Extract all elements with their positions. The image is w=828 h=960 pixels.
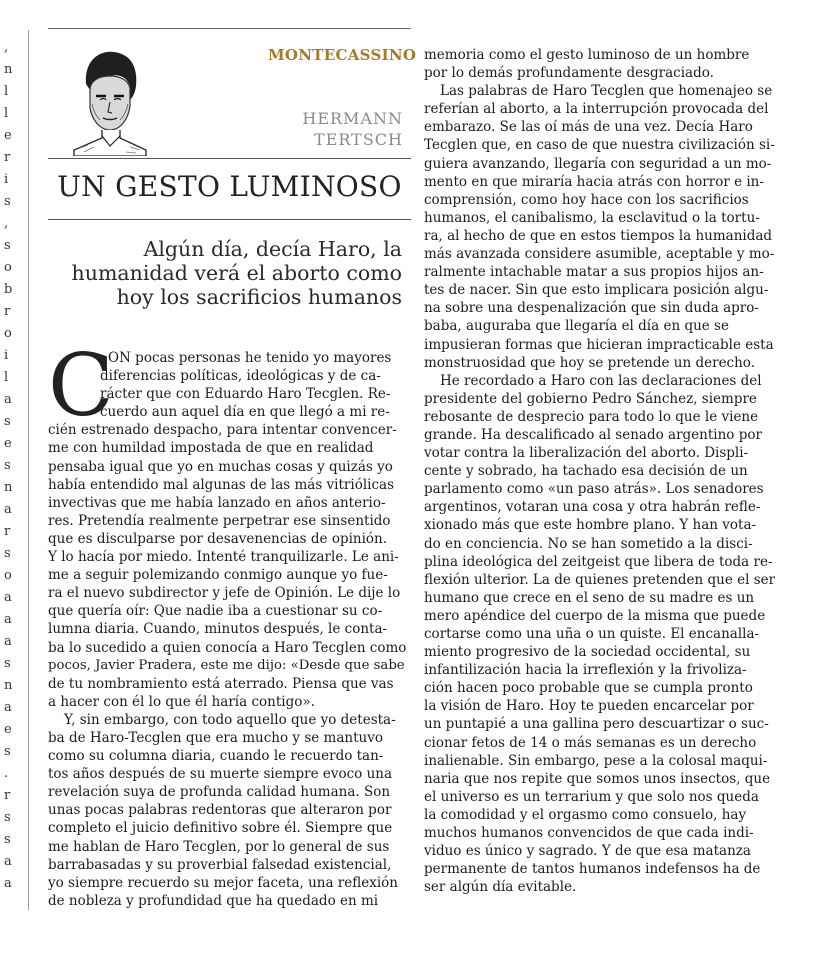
text-line: diferencias políticas, ideológicas y de ca- — [100, 368, 381, 385]
fragment-char: e — [4, 128, 12, 143]
text-line: plina ideológica del zeitgeist que libera de toda re- — [424, 553, 773, 570]
text-line: por lo demás profundamente desgraciado. — [424, 65, 714, 82]
fragment-char: . — [4, 766, 9, 781]
text-line: permanente de tantos humanos indefensos ha de — [424, 861, 761, 878]
fragment-char: n — [4, 678, 13, 693]
text-line: revelación suya de profunda calidad humana. Son — [48, 784, 391, 801]
text-line: guiera avanzando, llegaría con seguridad a un mo- — [424, 155, 772, 172]
fragment-char: i — [4, 172, 9, 187]
text-line: Tecglen que, en caso de que nuestra civilización si- — [424, 137, 775, 154]
text-line: xionado más que este hombre plano. Y han vota- — [424, 517, 757, 534]
text-line: a hacer con él lo que él haría contigo». — [48, 693, 315, 710]
fragment-char: r — [4, 150, 11, 165]
fragment-char: o — [4, 568, 12, 583]
text-line: baba, auguraba que llegaría el día en que se — [424, 318, 729, 335]
text-line: barrabasadas y su proverbial falsedad existencial, — [48, 856, 392, 873]
fragment-char: l — [4, 84, 9, 99]
text-line: argentinos, votaran una cosa y otra habrán refle- — [424, 499, 761, 516]
deck-line: hoy los sacrificios humanos — [116, 285, 402, 309]
text-line: el universo es un terrarium y que solo nos queda — [424, 788, 759, 805]
text-line: referían al aborto, a la interrupción provocada del — [424, 101, 769, 118]
text-line: cortarse como una uña o un quiste. El encanalla- — [424, 626, 760, 642]
deck-line: Algún día, decía Haro, la — [143, 237, 402, 261]
text-line: memoria como el gesto luminoso de un hombre — [424, 47, 750, 63]
text-line: que quería oír: Que nadie iba a cuestionar su co- — [48, 603, 383, 620]
text-line: miento progresivo de la sociedad occidental, su — [424, 644, 751, 661]
fragment-char: a — [4, 700, 12, 715]
text-line: ralmente intachable matar a sus propios hijos an- — [424, 264, 764, 281]
text-line: embarazo. Se las oí más de una vez. Decía Haro — [424, 119, 753, 136]
article-column-right — [424, 46, 782, 896]
text-line: muchos humanos convencidos de que cada indi- — [424, 825, 754, 842]
text-line: comprensión, como hoy hace con los sacrificios — [424, 191, 749, 208]
text-line: viduo es único y sagrado. Y de que esa matanza — [424, 843, 751, 860]
fragment-char: a — [4, 502, 12, 517]
text-line: humanos, el canibalismo, la esclavitud o la tortu- — [424, 209, 760, 226]
headline: UN GESTO LUMINOSO — [57, 170, 402, 203]
column-divider — [28, 30, 29, 910]
text-line: flexión ulterior. La de quienes pretenden que el ser — [424, 571, 776, 588]
text-line: do en conciencia. No se han sometido a la disci- — [424, 535, 753, 552]
text-line: lumna diaria. Cuando, minutos después, le conta- — [48, 621, 388, 638]
fragment-char: , — [4, 40, 9, 55]
text-line: Y lo hacía por miedo. Intenté tranquilizarle. Le ani- — [48, 549, 399, 566]
fragment-char: s — [4, 458, 11, 473]
text-line: ON pocas personas he tenido yo mayores — [108, 350, 392, 366]
text-line: había entendido mal algunas de las más vitriólicas — [48, 476, 394, 493]
text-line: grande. Ha descalificado al senado argentino por — [424, 426, 762, 443]
text-line: me a seguir polemizando conmigo aunque yo fue- — [48, 567, 388, 584]
fragment-char: s — [4, 194, 11, 209]
text-line: monstruosidad que hoy se pretende un derecho. — [424, 354, 755, 371]
text-line: invectivas que me había lanzado en años anterio- — [48, 494, 386, 511]
fragment-char: e — [4, 436, 12, 451]
fragment-char: l — [4, 106, 9, 121]
drop-cap: C — [48, 336, 114, 436]
text-line: cién estrenado despacho, para intentar convencer- — [48, 422, 397, 439]
fragment-char: n — [4, 62, 13, 77]
fragment-char: e — [4, 722, 12, 737]
text-line: presidente del gobierno Pedro Sánchez, siempre — [424, 390, 757, 407]
text-line: me con humildad impostada de que en realidad — [48, 440, 374, 457]
fragment-char: s — [4, 832, 11, 847]
text-line: votar contra la liberalización del aborto. Displi- — [424, 445, 749, 462]
headline-bottom-rule — [48, 219, 411, 220]
fragment-char: o — [4, 326, 12, 341]
text-line: me hablan de Haro Tecglen, por lo general de sus — [48, 838, 390, 855]
text-line: la comodidad y el orgasmo como consuelo, hay — [424, 806, 747, 823]
fragment-char: s — [4, 238, 11, 253]
text-line: un puntapié a una gallina pero descuartizar o suc- — [424, 716, 769, 733]
fragment-char: r — [4, 788, 11, 803]
deck — [48, 237, 402, 309]
text-line: Las palabras de Haro Tecglen que homenajeo se — [440, 83, 773, 100]
fragment-char: s — [4, 414, 11, 429]
text-line: tos años después de su muerte siempre evoco una — [48, 766, 393, 783]
headline-top-rule — [48, 158, 411, 159]
text-line: impusieran formas que hicieran impracticable esta — [424, 336, 774, 353]
fragment-char: n — [4, 480, 13, 495]
text-line: cionar fetos de 14 o más semanas es un derecho — [424, 734, 757, 751]
text-line: de tu nombramiento está aterrado. Piensa que vas — [48, 675, 394, 692]
deck-line: humanidad verá el aborto como — [71, 261, 402, 285]
text-line: ser algún día evitable. — [424, 879, 577, 896]
fragment-char: i — [4, 348, 9, 363]
text-line: inalienable. Sin embargo, pese a la colosal maqui- — [424, 752, 768, 769]
text-line: pocos, Javier Pradera, este me dijo: «Desde que sabe — [48, 657, 405, 673]
text-line: de nobleza y profundidad que ha quedado en mi — [48, 892, 379, 909]
top-rule — [48, 28, 411, 29]
author-last-name: TERTSCH — [314, 130, 403, 149]
text-line: rebosante de desprecio para todo lo que le viene — [424, 408, 759, 425]
section-label: MONTECASSINO — [268, 46, 417, 64]
text-line: infantilización hacia la irreflexión y la frivoliza- — [424, 662, 747, 679]
text-line: mero apéndice del cuerpo de la misma que puede — [424, 607, 766, 624]
text-line: que es disculparse por desavenencias de opinión. — [48, 530, 388, 547]
fragment-char: s — [4, 810, 11, 825]
fragment-char: a — [4, 590, 12, 605]
text-line: Y, sin embargo, con todo aquello que yo detesta- — [64, 711, 396, 728]
text-line: ción hacen poco probable que se cumpla pronto — [424, 680, 753, 697]
text-line: parlamento como «un paso atrás». Los senadores — [424, 481, 764, 498]
fragment-char: , — [4, 216, 9, 231]
text-line: na sobre una despenalización que sin duda apro- — [424, 300, 759, 317]
text-line: res. Pretendía realmente perpetrar ese sinsentido — [48, 512, 391, 529]
fragment-char: s — [4, 656, 11, 671]
fragment-char: r — [4, 524, 11, 539]
text-line: completo el juicio definitivo sobre él. Siempre que — [48, 820, 393, 837]
text-line: ra el nuevo subdirector y jefe de Opinión. Le dije lo — [48, 585, 401, 602]
text-line: ba de Haro-Tecglen que era mucho y se mantuvo — [48, 729, 383, 746]
text-line: pensaba igual que yo en muchas cosas y quizás yo — [48, 458, 393, 475]
fragment-char: l — [4, 370, 9, 385]
text-line: más avanzada considere asumible, aceptable y mo- — [424, 246, 775, 263]
author-name — [302, 108, 403, 150]
fragment-char: b — [4, 282, 13, 297]
fragment-char: s — [4, 546, 11, 561]
text-line: tes de nacer. Sin que esto implicara posición algu- — [424, 282, 769, 299]
fragment-char: r — [4, 304, 11, 319]
fragment-char: a — [4, 876, 12, 891]
fragment-char: a — [4, 392, 12, 407]
text-line: cente y sobrado, ha tachado esa decisión de un — [424, 463, 748, 480]
adjacent-column-fragment — [0, 0, 30, 960]
author-first-name: HERMANN — [302, 109, 403, 128]
text-line: la visión de Haro. Hoy te pueden encarcelar por — [424, 698, 754, 715]
text-line: ra, al hecho de que en estos tiempos la humanidad — [424, 227, 773, 244]
text-line: yo siempre recuerdo su mejor faceta, una reflexión — [48, 874, 398, 891]
fragment-char: a — [4, 612, 12, 627]
article-column-left — [48, 349, 406, 910]
text-line: He recordado a Haro con las declaraciones del — [440, 372, 762, 389]
fragment-char: o — [4, 260, 12, 275]
fragment-char: a — [4, 854, 12, 869]
text-line: humano que crece en el seno de su madre es un — [424, 589, 755, 606]
text-line: como su columna diaria, cuando le recuerdo tan- — [48, 748, 384, 765]
text-line: ba lo sucedido a quien conocía a Haro Tecglen como — [48, 639, 407, 656]
text-line: cuerdo aun aquel día en que llegó a mi re- — [100, 404, 390, 421]
text-line: naria que nos repite que somos unos insectos, que — [424, 770, 771, 787]
text-line: rácter que con Eduardo Haro Tecglen. Re- — [100, 386, 391, 403]
text-line: unas pocas palabras redentoras que alteraron por — [48, 802, 392, 819]
fragment-char: s — [4, 744, 11, 759]
fragment-char: a — [4, 634, 12, 649]
text-line: mento en que miraría hacia atrás con horror e in- — [424, 173, 764, 190]
author-portrait — [66, 46, 150, 156]
